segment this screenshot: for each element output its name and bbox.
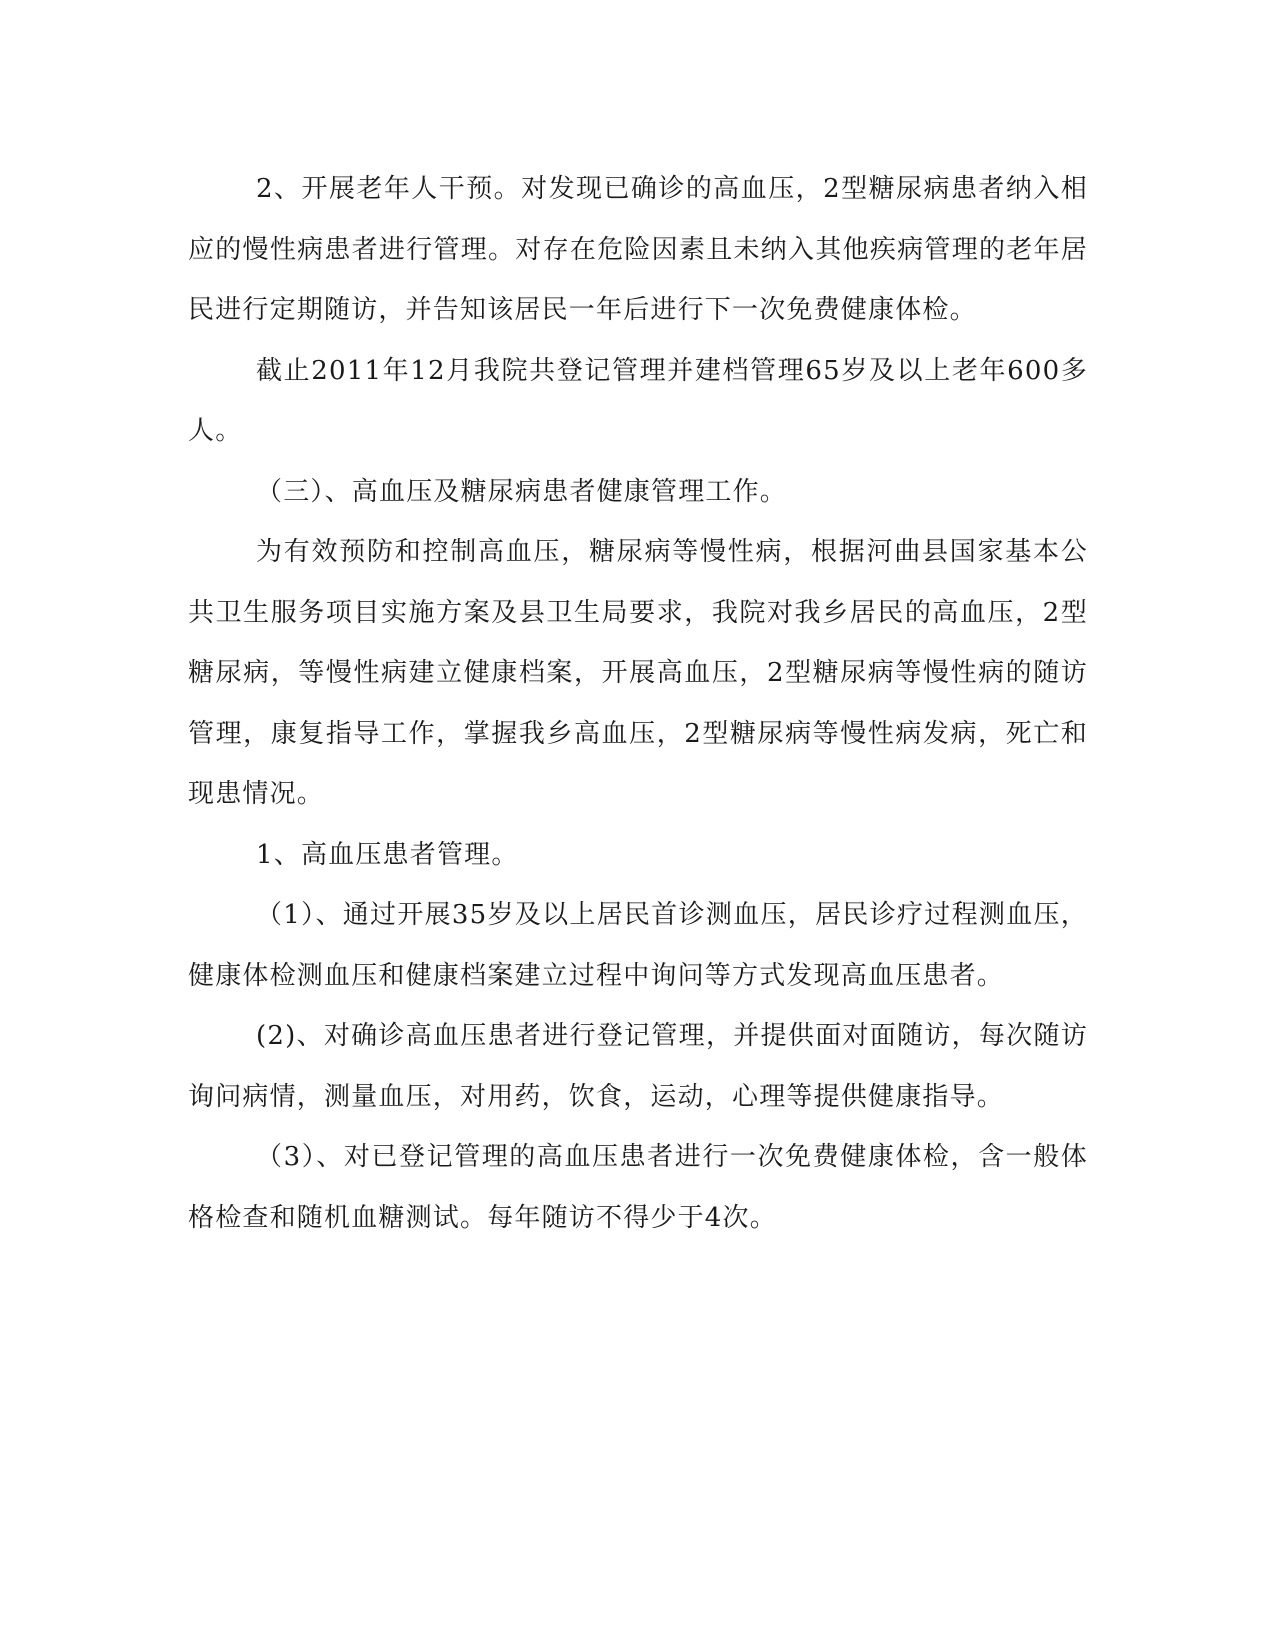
paragraph-elderly-intervention: 2、开展老年人干预。对发现已确诊的高血压，2型糖尿病患者纳入相应的慢性病患者进行管理。对存在危险因素且未纳入其他疾病管理的老年居民进行定期随访，并告知该居民一年后进行下一次免费健康体检。 bbox=[188, 174, 1088, 325]
paragraph-elderly-count: 截止2011年12月我院共登记管理并建档管理65岁及以上老年600多人。 bbox=[188, 355, 1088, 446]
document-body bbox=[188, 159, 1088, 1248]
subheading-hypertension-management: 1、高血压患者管理。 bbox=[256, 839, 519, 870]
paragraph-chronic-disease-overview: 为有效预防和控制高血压，糖尿病等慢性病，根据河曲县国家基本公共卫生服务项目实施方案及县卫生局要求，我院对我乡居民的高血压，2型糖尿病，等慢性病建立健康档案，开展高血压，2型糖尿病等慢性病的随访管理，康复指导工作，掌握我乡高血压，2型糖尿病等慢性病发病，死亡和现患情况。 bbox=[188, 537, 1088, 809]
paragraph-item-2: (2)、对确诊高血压患者进行登记管理，并提供面对面随访，每次随访询问病情，测量血压，对用药，饮食，运动，心理等提供健康指导。 bbox=[188, 1021, 1088, 1112]
paragraph-item-1: （1）、通过开展35岁及以上居民首诊测血压，居民诊疗过程测血压，健康体检测血压和健康档案建立过程中询问等方式发现高血压患者。 bbox=[188, 900, 1088, 991]
paragraph-item-3: （3）、对已登记管理的高血压患者进行一次免费健康体检，含一般体格检查和随机血糖测试。每年随访不得少于4次。 bbox=[188, 1142, 1088, 1233]
section-heading-hypertension-diabetes: （三）、高血压及糖尿病患者健康管理工作。 bbox=[256, 476, 788, 507]
